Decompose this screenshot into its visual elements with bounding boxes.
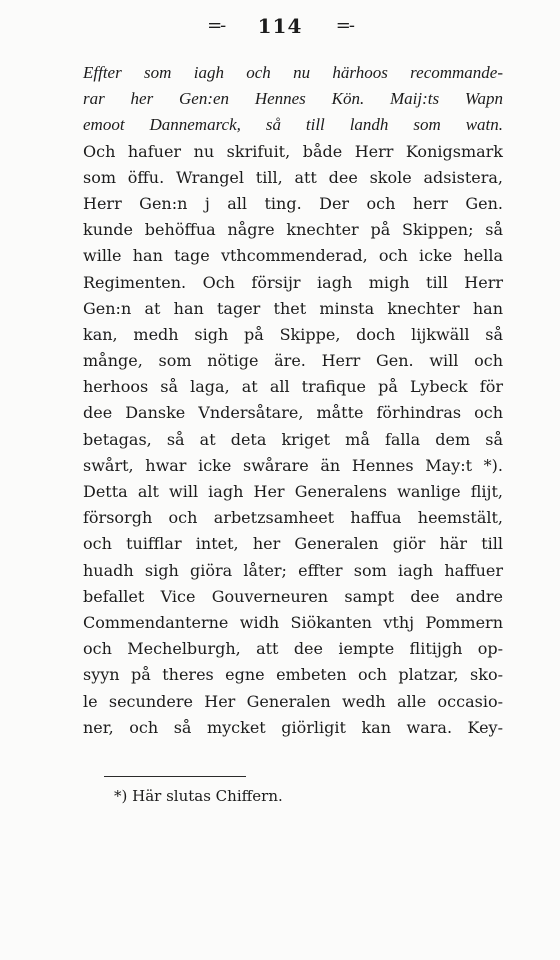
header-ornament-left: =-	[207, 15, 225, 36]
text-line: le secundere Her Generalen wedh alle occasio-	[83, 691, 503, 711]
body-text	[83, 60, 503, 741]
text-line: Regimenten. Och försijr iagh migh till Herr	[83, 272, 503, 292]
page-header	[0, 14, 560, 38]
text-line: månge, som nötige äre. Herr Gen. will och	[83, 351, 503, 371]
text-line: syyn på theres egne embeten och platzar, sko-	[83, 665, 503, 685]
italic-text-line: Effter som iagh och nu härhoos recommande-	[83, 63, 503, 82]
text-line: wille han tage vthcommenderad, och icke hella	[83, 246, 503, 266]
text-line: befallet Vice Gouverneuren sampt dee andre	[83, 586, 503, 606]
text-line: huadh sigh giöra låter; effter som iagh haffuer	[83, 560, 503, 580]
page-number: 114	[257, 14, 303, 38]
text-line: betagas, så at deta kriget må falla dem så	[83, 429, 503, 449]
text-line: Och hafuer nu skrifuit, både Herr Konigsmark	[83, 141, 503, 161]
footnote-rule	[104, 776, 246, 777]
text-line: som öffu. Wrangel till, att dee skole adsistera,	[83, 167, 503, 187]
text-line: swårt, hwar icke swårare än Hennes May:t *).	[83, 455, 503, 475]
text-line: Gen:n at han tager thet minsta knechter han	[83, 298, 503, 318]
text-line: dee Danske Vndersåtare, måtte förhindras och	[83, 403, 503, 423]
italic-text-line: emoot Dannemarck, så till landh som watn.	[83, 115, 503, 135]
italic-text-line: rar her Gen:en Hennes Kön. Maij:ts Wapn	[83, 89, 503, 109]
text-line: kunde behöffua någre knechter på Skippen; så	[83, 220, 503, 240]
text-line: försorgh och arbetzsamheet haffua heemstält,	[83, 508, 503, 528]
header-ornament-right: =-	[335, 15, 353, 36]
text-line: kan, medh sigh på Skippe, doch lijkwäll så	[83, 324, 503, 344]
text-line: och tuifflar intet, her Generalen giör här till	[83, 534, 503, 554]
text-line: och Mechelburgh, att dee iempte flitijgh op-	[83, 639, 503, 659]
text-line: Commendanterne widh Siökanten vthj Pommern	[83, 612, 503, 632]
text-line: ner, och så mycket giörligit kan wara. Key-	[83, 717, 503, 737]
text-line: Detta alt will iagh Her Generalens wanlige flijt,	[83, 482, 503, 501]
text-line: Herr Gen:n j all ting. Der och herr Gen.	[83, 193, 503, 213]
text-line: herhoos så laga, at all trafique på Lybeck för	[83, 377, 503, 397]
footnote: *) Här slutas Chiffern.	[114, 787, 283, 805]
